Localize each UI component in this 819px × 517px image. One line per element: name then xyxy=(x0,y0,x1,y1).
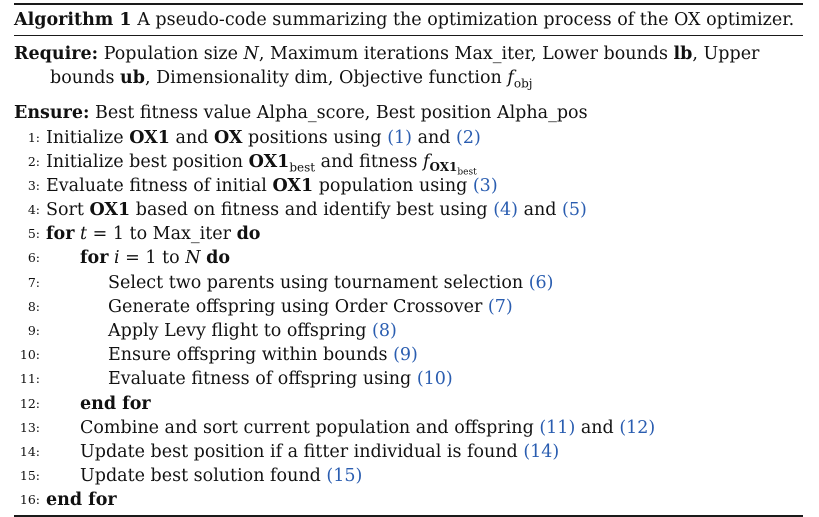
algorithm-line xyxy=(14,246,803,270)
line-number: 2: xyxy=(27,153,40,169)
require-line xyxy=(14,42,803,96)
line-text: Evaluate fitness of initial xyxy=(46,175,273,196)
equation-ref-link[interactable]: (15) xyxy=(326,466,363,487)
ox-symbol: OX xyxy=(213,127,243,148)
var-n: N xyxy=(185,248,201,269)
ox1-symbol: OX1 xyxy=(89,200,131,221)
ox1-symbol: OX1 xyxy=(248,151,290,172)
line-number: 15: xyxy=(19,468,40,484)
end-for-keyword: end for xyxy=(46,490,117,511)
line-text: and fitness xyxy=(315,151,423,172)
ox1-symbol: OX1 xyxy=(272,175,314,196)
caption-rule xyxy=(14,35,803,36)
loop-variable: i xyxy=(114,248,120,269)
subscript: best xyxy=(457,167,477,178)
loop-variable: t xyxy=(80,224,88,245)
algorithm-line xyxy=(14,271,803,295)
for-keyword: for xyxy=(46,224,75,245)
algorithm-line xyxy=(14,488,803,512)
line-text: and xyxy=(518,200,563,221)
line-text: Select two parents using tournament selection xyxy=(108,272,529,293)
algorithm-line xyxy=(14,295,803,319)
algorithm-line xyxy=(14,464,803,488)
end-for-keyword: end for xyxy=(80,393,151,414)
equation-ref-link[interactable]: (8) xyxy=(372,321,397,341)
algorithm-line xyxy=(14,367,803,391)
line-number: 10: xyxy=(19,347,40,363)
caption-label: Algorithm 1 xyxy=(14,10,132,30)
algorithm-line xyxy=(14,416,803,440)
line-text: Generate offspring using Order Crossover xyxy=(108,296,488,317)
line-text: Initialize xyxy=(46,127,130,148)
require-text: , Upper bounds xyxy=(50,44,760,88)
algorithm-line xyxy=(14,126,803,150)
line-text: Initialize best position xyxy=(46,151,249,172)
do-keyword: do xyxy=(236,224,261,245)
line-number: 7: xyxy=(27,274,40,290)
line-text: population using xyxy=(313,175,473,196)
for-keyword: for xyxy=(80,248,109,269)
equation-ref-link[interactable]: (9) xyxy=(393,345,418,366)
line-text: Update best solution found xyxy=(80,466,327,487)
line-text: Combine and sort current population and offspring xyxy=(80,417,540,438)
algorithm-line xyxy=(14,174,803,198)
var-n: N xyxy=(243,44,259,64)
equation-ref-link[interactable]: (3) xyxy=(472,175,498,196)
equation-ref-link[interactable]: (1) xyxy=(387,127,412,148)
require-text: , Dimensionality dim, Objective function xyxy=(145,68,508,88)
algorithm-line xyxy=(14,319,803,343)
caption-text: A pseudo-code summarizing the optimization process of the OX optimizer. xyxy=(137,10,795,30)
line-number: 1: xyxy=(27,129,40,145)
line-text: Evaluate fitness of offspring using xyxy=(108,369,417,390)
line-number: 13: xyxy=(19,419,40,435)
ub-symbol: ub xyxy=(120,68,145,88)
equation-ref-link[interactable]: (12) xyxy=(619,417,656,438)
line-number: 14: xyxy=(19,443,40,459)
line-number: 9: xyxy=(27,323,40,338)
subscript: best xyxy=(289,160,316,175)
line-number: 6: xyxy=(27,250,40,266)
subscript: OX1 xyxy=(429,160,458,175)
algorithm-box xyxy=(14,3,803,517)
equation-ref-link[interactable]: (6) xyxy=(528,272,554,293)
line-text: Update best position if a fitter individual is found xyxy=(80,441,524,462)
line-text: Sort xyxy=(46,200,90,221)
line-text: Ensure offspring within bounds xyxy=(108,345,394,366)
line-number: 3: xyxy=(27,177,40,193)
do-keyword: do xyxy=(206,248,231,269)
line-text: positions using xyxy=(242,127,388,148)
line-text: = 1 to Max_iter xyxy=(87,224,237,245)
equation-ref-link[interactable]: (11) xyxy=(539,417,576,438)
algorithm-line xyxy=(14,198,803,222)
algorithm-line xyxy=(14,392,803,416)
algorithm-line xyxy=(14,440,803,464)
lb-symbol: lb xyxy=(673,44,693,64)
ensure-text: Best fitness value Alpha_score, Best position Alpha_pos xyxy=(95,102,588,123)
line-number: 8: xyxy=(27,298,40,314)
line-text: and xyxy=(575,417,620,438)
fitness-symbol: f xyxy=(423,151,430,172)
equation-ref-link[interactable]: (4) xyxy=(493,200,518,221)
algorithm-lines xyxy=(14,126,803,513)
equation-ref-link[interactable]: (10) xyxy=(416,369,453,390)
equation-ref-link[interactable]: (7) xyxy=(487,296,513,317)
algorithm-caption xyxy=(14,5,803,35)
line-text: Apply Levy flight to offspring xyxy=(108,321,373,341)
algorithm-line xyxy=(14,150,803,178)
objective-function-subscript: obj xyxy=(513,76,533,91)
line-text: and xyxy=(169,127,214,148)
require-keyword: Require: xyxy=(14,44,99,64)
equation-ref-link[interactable]: (14) xyxy=(523,441,560,462)
line-number: 5: xyxy=(27,226,40,242)
line-number: 16: xyxy=(19,492,40,508)
algorithm-line xyxy=(14,222,803,246)
require-text: Population size xyxy=(103,44,244,64)
objective-function-symbol: f xyxy=(507,68,514,88)
equation-ref-link[interactable]: (5) xyxy=(562,200,587,221)
line-number: 11: xyxy=(19,371,40,387)
line-number: 4: xyxy=(27,202,40,218)
ensure-keyword: Ensure: xyxy=(14,102,90,123)
require-text: , Maximum iterations Max_iter, Lower bounds xyxy=(258,44,674,64)
algorithm-line xyxy=(14,343,803,367)
ensure-line xyxy=(14,101,803,125)
equation-ref-link[interactable]: (2) xyxy=(456,127,481,148)
line-text: based on fitness and identify best using xyxy=(130,200,494,221)
line-text: and xyxy=(412,127,457,148)
ox1-symbol: OX1 xyxy=(129,127,170,148)
line-text: = 1 to xyxy=(119,248,186,269)
line-number: 12: xyxy=(19,395,40,411)
